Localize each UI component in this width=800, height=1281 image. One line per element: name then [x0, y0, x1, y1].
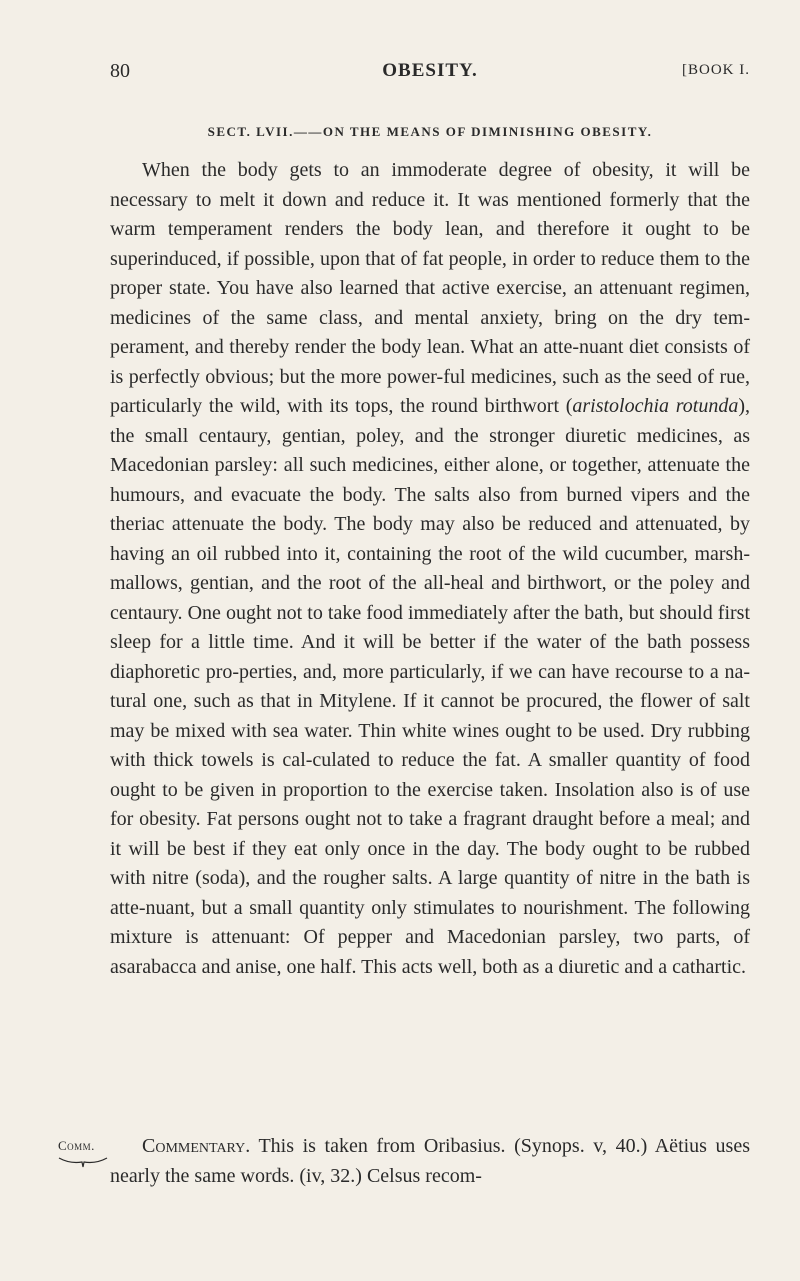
running-title: OBESITY. — [382, 60, 478, 81]
margin-note: Comm. — [58, 1138, 95, 1153]
body-text-part-2: ), the small centaury, gentian, poley, and the stronger diuretic medicines, as Macedonian parsley: all such medicines, either alone, or together, attenuate the humours, and evacuate the body. The salts also from burned vipers and the theriac attenuate the body. The body may also be reduced and attenuated, by having an oil rubbed into it, containing the root of the wild cucumber, marsh-mallows, gentian, and the root of the all-heal and birthwort, or the poley and centaury. One ought not to take food immediately after the bath, but should first sleep for a little time. And it will be better if the water of the bath possess diaphoretic pro-perties, and, more particularly, if we can have recourse to a na-tural one, such as that in Mitylene. If it cannot be procured, the flower of salt may be mixed with sea water. Thin white wines ought to be used. Dry rubbing with thick towels is cal-culated to reduce the fat. A smaller quantity of food ought to be given in proportion to the exercise taken. Insolation also is of use for obesity. Fat persons ought not to take a fragrant draught before a meal; and it will be best if they eat only once in the day. The body ought to be rubbed with nitre (soda), and the rougher salts. A large quantity of nitre in the bath is atte-nuant, but a small quantity only stimulates to nourishment. The following mixture is attenuant: Of pepper and Macedonian parsley, two parts, of asarabacca and anise, one half. This acts well, both as a diuretic and a cathartic. — [110, 395, 750, 978]
body-paragraph — [110, 156, 750, 982]
commentary-paragraph — [110, 1132, 750, 1191]
margin-brace-icon — [58, 1156, 108, 1168]
running-head — [110, 60, 750, 88]
commentary-label: Commentary. — [142, 1135, 251, 1157]
book-reference: [BOOK I. — [682, 62, 750, 78]
body-italic-term: aristolochia rotunda — [572, 395, 739, 417]
page-number: 80 — [110, 60, 130, 82]
commentary-text: This is taken from Oribasius. (Synops. v, 40.) Aëtius uses nearly the same words. (iv, 32.) Celsus recom- — [110, 1135, 750, 1187]
body-text-part-1: When the body gets to an immoderate degree of obesity, it will be necessary to melt it down and reduce it. It was mentioned formerly that the warm temperament renders the body lean, and therefore it ought to be superinduced, if possible, upon that of fat people, in order to reduce them to the proper state. You have also learned that active exercise, an attenuant regimen, medicines of the same class, and mental anxiety, bring on the dry tem-perament, and thereby render the body lean. What an atte-nuant diet consists of is perfectly obvious; but the more power-ful medicines, such as the seed of rue, particularly the wild, with its tops, the round birthwort ( — [110, 159, 750, 417]
section-heading: SECT. LVII.——ON THE MEANS OF DIMINISHING OBESITY. — [207, 124, 653, 139]
